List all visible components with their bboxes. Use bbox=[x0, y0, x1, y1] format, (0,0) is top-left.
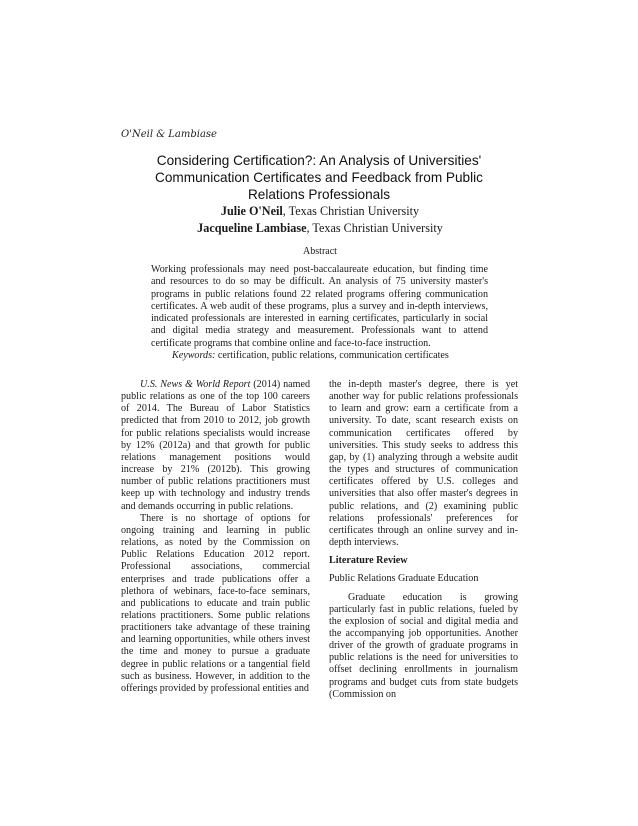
keywords-text: certification, public relations, communication certificates bbox=[215, 350, 449, 361]
author-affiliation: , Texas Christian University bbox=[282, 204, 420, 218]
abstract-text: Working professionals may need post-baccalaureate education, but finding time and resources to do so may be difficult. An analysis of 75 university master's programs in public relations found 22 related programs offering communication certificates. A web audit of these programs, plus a survey and in-depth interviews, indicated professionals are interested in earning certificates, particularly in social and digital media strategy and measurement. Professionals want to attend certificate programs that combine online and face-to-face instruction. bbox=[151, 264, 488, 349]
author-name: Jacqueline Lambiase bbox=[197, 221, 307, 235]
left-column bbox=[121, 379, 310, 695]
paragraph-text: (2014) named public relations as one of the top 100 careers of 2014. The Bureau of Labor Statistics predicted that from 2010 to 2012, job growth for public relations specialists would increase by 12% (2012a) and that growth for public relations management positions would increase by 21% (2012b). This growing number of public relations practitioners must keep up with technology and industry trends and demands occurring in public relations. bbox=[121, 379, 310, 512]
body-paragraph bbox=[121, 379, 310, 513]
abstract-heading: Abstract bbox=[303, 246, 337, 257]
keywords-label: Keywords: bbox=[172, 350, 216, 361]
body-paragraph: There is no shortage of options for ongoing training and learning in public relations, as noted by the Commission on Public Relations Education 2012 report. Professional associations, commercial enterprises and trade publications offer a plethora of webinars, face-to-face seminars, and publications to educate and train public relations practitioners. Some public relations practitioners take advantage of these training and learning opportunities, while others invest the time and money to pursue a graduate degree in public relations or a tangential field such as business. However, in addition to the offerings provided by professional entities and bbox=[121, 512, 310, 694]
section-heading: Literature Review bbox=[329, 555, 408, 567]
running-head: O'Neil & Lambiase bbox=[121, 129, 217, 140]
author-affiliation: , Texas Christian University bbox=[306, 221, 443, 235]
subsection-heading: Public Relations Graduate Education bbox=[329, 573, 479, 585]
author-line-1 bbox=[100, 204, 540, 219]
author-line-2 bbox=[100, 221, 540, 236]
author-name: Julie O'Neil bbox=[220, 204, 283, 218]
paper-title: Considering Certification?: An Analysis of Universities' Communication Certificates and Feedback from Public Relations Professionals bbox=[155, 153, 483, 202]
body-paragraph: Graduate education is growing particularly fast in public relations, fueled by the explosion of social and digital media and the accompanying job opportunities. Another driver of the growth of graduate programs in public relations is the need for universities to offset declining enrollments in journalism programs and budget cuts from state budgets (Commission on bbox=[329, 591, 518, 700]
body-paragraph: the in-depth master's degree, there is yet another way for public relations professionals to learn and grow: earn a certificate from a university. To date, scant research exists on communication certificates offered by universities. This study seeks to address this gap, by (1) analyzing through a website audit the types and structures of communication certificates offered by U.S. colleges and universities that also offer master's degrees in public relations, and (2) examining public relations professionals' preferences for certificates through an online survey and in-depth interviews. bbox=[329, 379, 518, 549]
publication-name: U.S. News & World Report bbox=[140, 379, 251, 390]
right-column bbox=[329, 379, 518, 701]
keywords-line bbox=[172, 350, 492, 361]
